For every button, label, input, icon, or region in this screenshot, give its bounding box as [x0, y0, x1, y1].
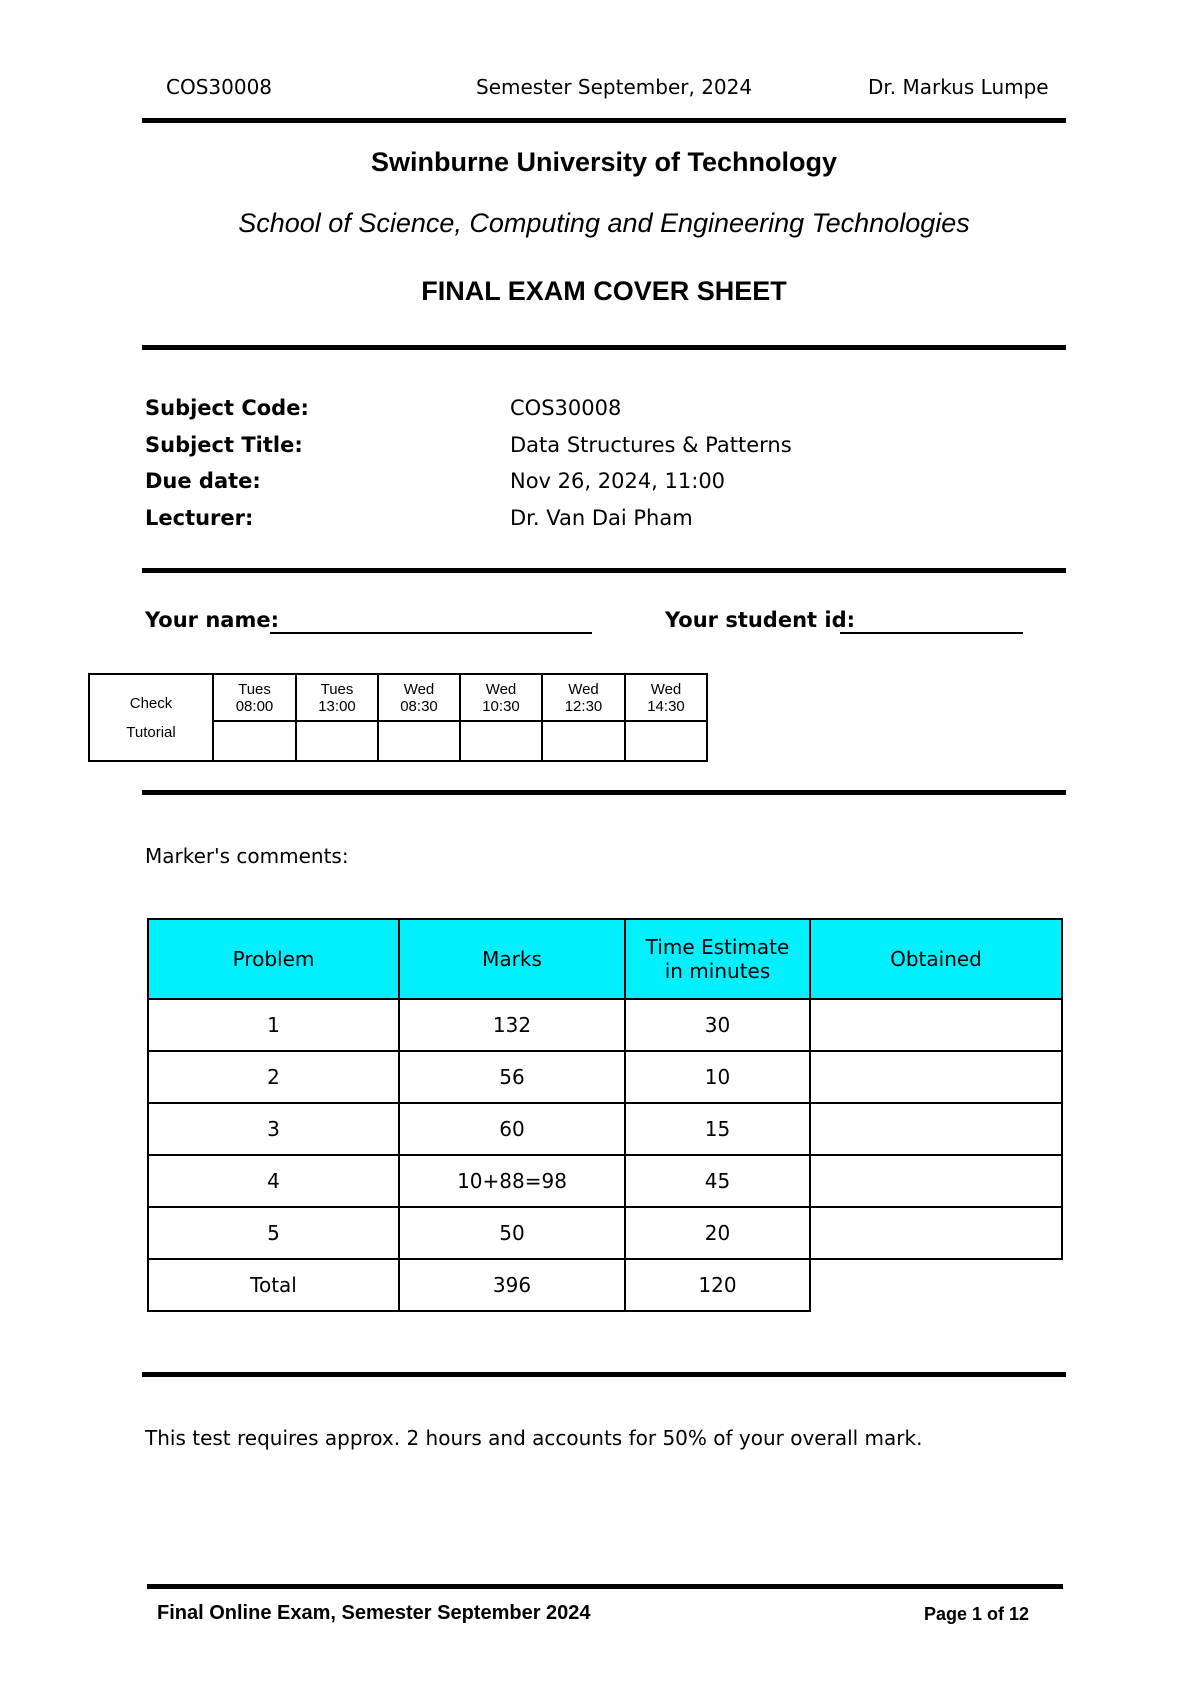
table-row [148, 999, 1062, 1051]
header-rule [142, 118, 1066, 123]
marks-cell: 60 [399, 1103, 625, 1155]
page-number: 1 [972, 1604, 983, 1624]
problem-cell: 3 [148, 1103, 399, 1155]
student-id-label: Your student id: [665, 608, 856, 632]
tutorial-slot-header [378, 674, 460, 721]
total-time: 120 [625, 1259, 810, 1311]
markers-comments-label: Marker's comments: [145, 844, 349, 868]
total-row [148, 1259, 1062, 1311]
time-cell: 10 [625, 1051, 810, 1103]
tutorial-checkbox[interactable] [542, 721, 625, 761]
marks-table-header [148, 919, 1062, 999]
problem-cell: 4 [148, 1155, 399, 1207]
page-total: 12 [1009, 1604, 1030, 1624]
page-of: of [982, 1604, 1010, 1624]
marks-cell: 56 [399, 1051, 625, 1103]
problem-cell: 2 [148, 1051, 399, 1103]
header-time-line2: in minutes [664, 959, 771, 983]
table-row [148, 1155, 1062, 1207]
total-label: Total [148, 1259, 399, 1311]
total-marks: 396 [399, 1259, 625, 1311]
header-obtained: Obtained [810, 919, 1062, 999]
time-cell: 45 [625, 1155, 810, 1207]
subject-code-value: COS30008 [510, 396, 622, 420]
slot-day: Wed [568, 680, 599, 698]
subject-title-label: Subject Title: [145, 433, 303, 457]
your-name-blank[interactable] [270, 632, 592, 634]
tutorial-label-tutorial: Tutorial [126, 723, 176, 741]
slot-time: 14:30 [647, 697, 685, 715]
header-author: Dr. Markus Lumpe [868, 75, 1049, 99]
problem-cell: 1 [148, 999, 399, 1051]
your-name-label: Your name: [145, 608, 279, 632]
marks-table [147, 918, 1063, 1312]
obtained-cell[interactable] [810, 999, 1062, 1051]
obtained-cell[interactable] [810, 1103, 1062, 1155]
time-cell: 30 [625, 999, 810, 1051]
tutorial-checkbox[interactable] [296, 721, 378, 761]
student-id-blank[interactable] [840, 632, 1023, 634]
obtained-cell[interactable] [810, 1051, 1062, 1103]
slot-time: 08:00 [235, 697, 274, 715]
tutorial-slot-header [542, 674, 625, 721]
tutorial-table [88, 673, 708, 762]
obtained-cell[interactable] [810, 1155, 1062, 1207]
due-date-label: Due date: [145, 469, 261, 493]
tutorial-checkbox[interactable] [378, 721, 460, 761]
school-title: School of Science, Computing and Engineering Technologies [238, 208, 970, 238]
tutorial-checkbox[interactable] [213, 721, 296, 761]
table-row [148, 1103, 1062, 1155]
problem-cell: 5 [148, 1207, 399, 1259]
table-row [148, 1207, 1062, 1259]
slot-time: 12:30 [564, 697, 603, 715]
table-row [148, 1051, 1062, 1103]
slot-day: Tues [320, 680, 354, 698]
header-code: COS30008 [166, 75, 273, 99]
subject-code-label: Subject Code: [145, 396, 309, 420]
marks-cell: 10+88=98 [399, 1155, 625, 1207]
footer-rule [147, 1584, 1063, 1589]
time-cell: 15 [625, 1103, 810, 1155]
tutorial-slot-header [625, 674, 707, 721]
exam-note: This test requires approx. 2 hours and accounts for 50% of your overall mark. [145, 1426, 923, 1450]
header-time-line1: Time Estimate [645, 935, 790, 959]
obtained-cell[interactable] [810, 1207, 1062, 1259]
section-rule [142, 345, 1066, 350]
due-date-value: Nov 26, 2024, 11:00 [510, 469, 726, 493]
page-indicator [924, 1604, 1029, 1625]
total-blank-cell [810, 1259, 1062, 1311]
slot-day: Wed [650, 680, 682, 698]
header-marks: Marks [399, 919, 625, 999]
marks-cell: 50 [399, 1207, 625, 1259]
slot-time: 13:00 [318, 697, 356, 715]
lecturer-value: Dr. Van Dai Pham [510, 506, 693, 530]
time-cell: 20 [625, 1207, 810, 1259]
page-prefix: Page [924, 1604, 973, 1624]
section-rule [142, 1372, 1066, 1377]
tutorial-checkbox[interactable] [625, 721, 707, 761]
header-problem: Problem [148, 919, 399, 999]
lecturer-label: Lecturer: [145, 506, 254, 530]
tutorial-slot-header [460, 674, 542, 721]
slot-day: Tues [238, 680, 271, 698]
marks-cell: 132 [399, 999, 625, 1051]
tutorial-checkbox[interactable] [460, 721, 542, 761]
section-rule [142, 790, 1066, 795]
tutorial-slot-header [213, 674, 296, 721]
university-title: Swinburne University of Technology [370, 147, 838, 177]
cover-sheet-title: FINAL EXAM COVER SHEET [421, 276, 787, 306]
tutorial-slot-header [296, 674, 378, 721]
section-rule [142, 568, 1066, 573]
slot-time: 08:30 [400, 697, 438, 715]
header-time-estimate [625, 919, 810, 999]
tutorial-label-cell [89, 674, 213, 761]
slot-time: 10:30 [482, 697, 520, 715]
header-semester: Semester September, 2024 [476, 75, 753, 99]
slot-day: Wed [485, 680, 517, 698]
footer-exam-title: Final Online Exam, Semester September 2024 [157, 1602, 591, 1624]
slot-day: Wed [403, 680, 435, 698]
tutorial-label-check: Check [129, 694, 173, 712]
subject-title-value: Data Structures & Patterns [510, 433, 792, 457]
